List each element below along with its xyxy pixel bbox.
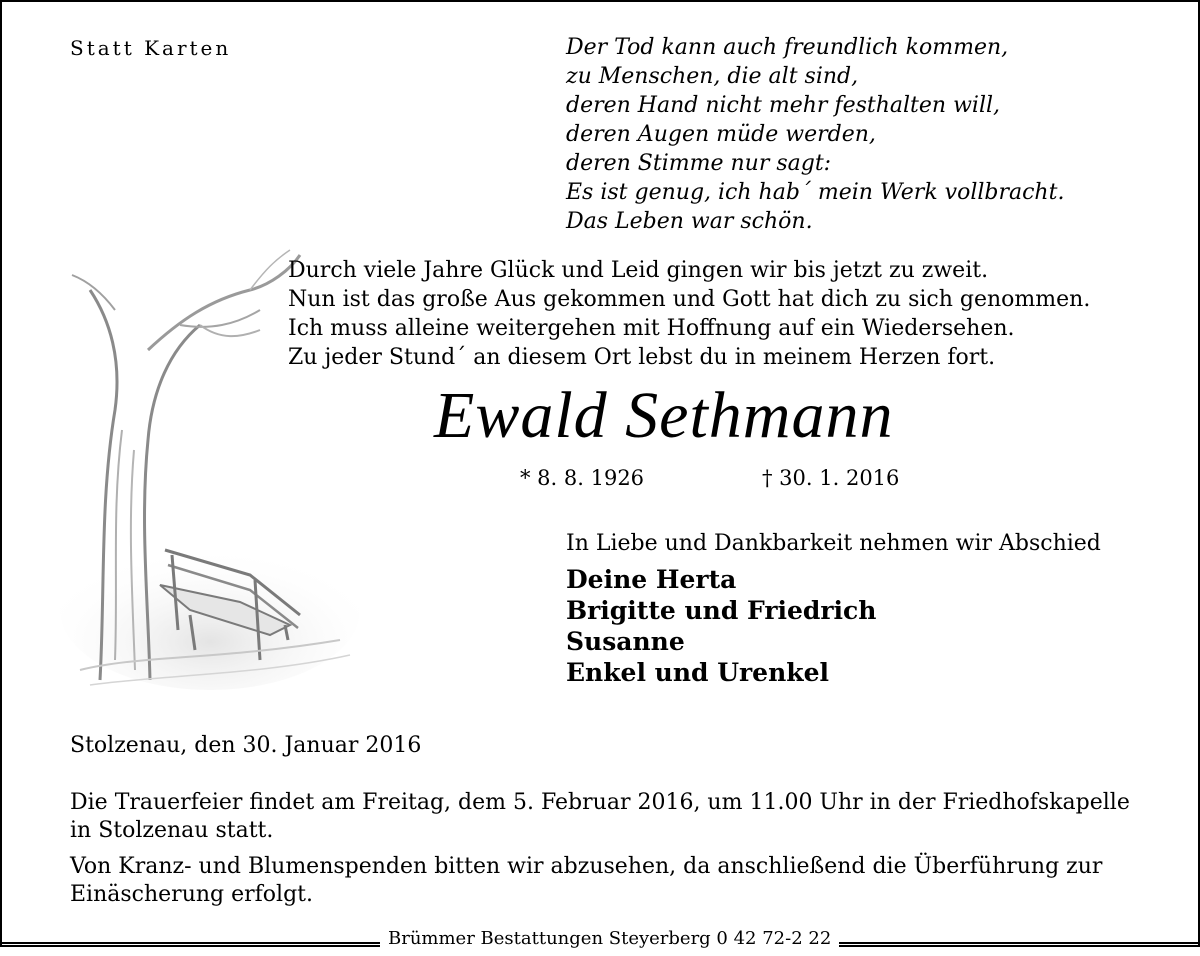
verse-line: Durch viele Jahre Glück und Leid gingen wir bis jetzt zu zweit. <box>288 258 989 283</box>
poem <box>566 33 1064 236</box>
flowers-info: Von Kranz- und Blumenspenden bitten wir abzusehen, da anschließend die Überführung zur Einäscherung erfolgt. <box>70 854 1103 907</box>
poem-line: zu Menschen, die alt sind, <box>566 64 859 89</box>
poem-line: Es ist genug, ich hab´ mein Werk vollbracht. <box>566 180 1065 205</box>
birth-date: * 8. 8. 1926 <box>520 466 645 490</box>
verse <box>288 256 1090 372</box>
mourner-name: Enkel und Urenkel <box>566 658 829 687</box>
mourner-name: Deine Herta <box>566 565 737 594</box>
poem-line: deren Augen müde werden, <box>566 122 876 147</box>
funeral-home-footer: Brümmer Bestattungen Steyerberg 0 42 72-2 22 <box>380 928 839 949</box>
poem-line: Der Tod kann auch freundlich kommen, <box>566 35 1009 60</box>
death-date: † 30. 1. 2016 <box>762 466 900 490</box>
farewell-intro: In Liebe und Dankbarkeit nehmen wir Abschied <box>566 531 1101 556</box>
mourner-name: Brigitte und Friedrich <box>566 596 877 625</box>
ceremony-info: Die Trauerfeier findet am Freitag, dem 5. Februar 2016, um 11.00 Uhr in der Friedhofskapelle in Stolzenau statt. <box>70 790 1130 843</box>
deceased-name: Ewald Sethmann <box>434 379 894 452</box>
mourner-name: Susanne <box>566 627 685 656</box>
verse-line: Zu jeder Stund´ an diesem Ort lebst du in meinem Herzen fort. <box>288 345 996 370</box>
poem-line: deren Stimme nur sagt: <box>566 151 832 176</box>
verse-line: Nun ist das große Aus gekommen und Gott hat dich zu sich genommen. <box>288 287 1091 312</box>
place-date: Stolzenau, den 30. Januar 2016 <box>70 733 422 758</box>
poem-line: deren Hand nicht mehr festhalten will, <box>566 93 1001 118</box>
mourners-list <box>566 564 876 688</box>
poem-line: Das Leben war schön. <box>566 209 813 234</box>
header-label: Statt Karten <box>70 36 232 60</box>
verse-line: Ich muss alleine weitergehen mit Hoffnung auf ein Wiedersehen. <box>288 316 1015 341</box>
